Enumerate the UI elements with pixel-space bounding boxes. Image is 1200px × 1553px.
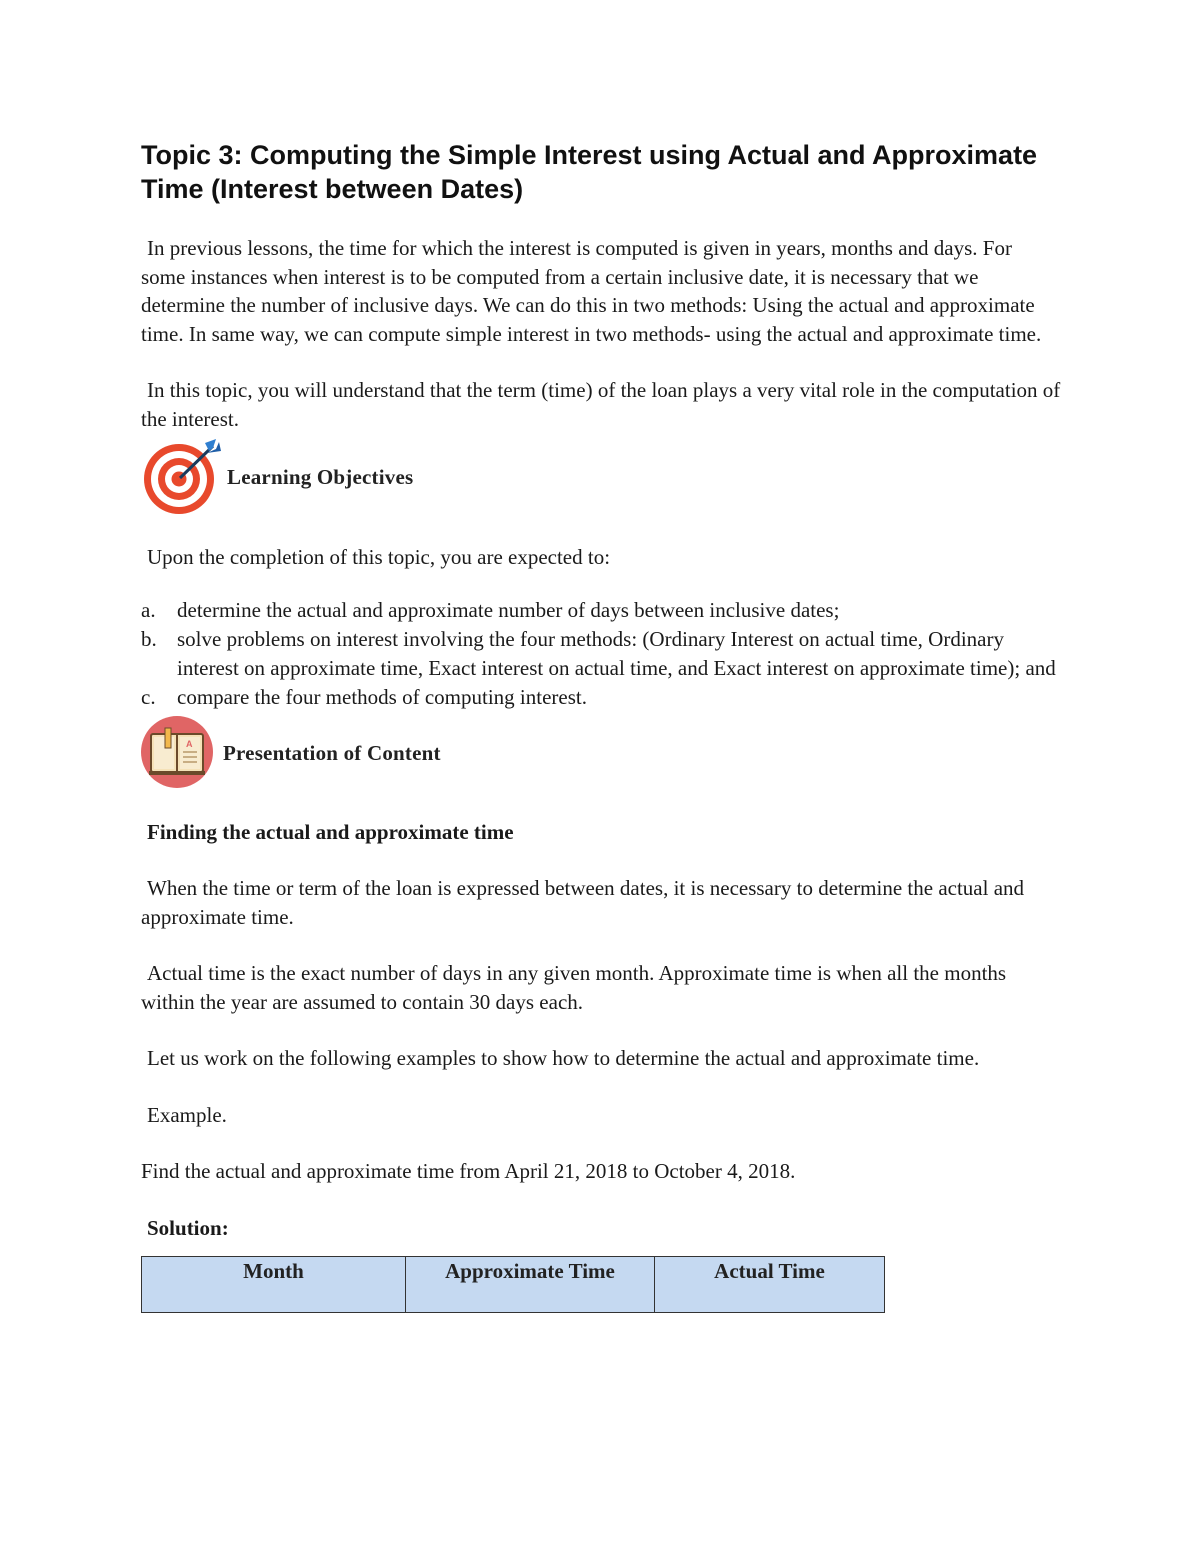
objectives-intro: Upon the completion of this topic, you are expected to:: [147, 545, 611, 569]
objectives-list: [141, 596, 1061, 712]
section-subheading: Finding the actual and approximate time: [147, 819, 514, 844]
svg-text:A: A: [186, 738, 193, 749]
list-marker: b.: [141, 627, 157, 651]
intro-paragraph-2: In this topic, you will understand that the term (time) of the loan plays a very vital role in the computation of the interest.: [141, 378, 1061, 431]
example-label: Example.: [147, 1102, 227, 1127]
content-paragraph-3: Let us work on the following examples to show how to determine the actual and approximate time.: [147, 1046, 980, 1070]
list-item-text: solve problems on interest involving the four methods: (Ordinary Interest on actual time, Ordinary interest on approximate time, Exact interest on actual time, and Exact interest on approximate time); and: [177, 627, 1056, 680]
learning-objectives-header: [143, 437, 1061, 517]
content-paragraph-1: When the time or term of the loan is expressed between dates, it is necessary to determine the actual and approximate time.: [141, 876, 1025, 929]
target-icon: [143, 437, 223, 517]
example-problem: Find the actual and approximate time from April 21, 2018 to October 4, 2018.: [141, 1159, 796, 1183]
list-marker: a.: [141, 597, 156, 622]
column-header-actual-time: Actual Time: [655, 1257, 885, 1313]
list-item: [141, 683, 1061, 712]
list-item-text: compare the four methods of computing interest.: [177, 685, 587, 709]
column-header-approximate-time: Approximate Time: [406, 1257, 655, 1313]
list-item: [141, 625, 1061, 682]
column-header-month: Month: [142, 1257, 406, 1313]
presentation-header: [139, 714, 1061, 794]
table-header-row: [142, 1257, 885, 1313]
list-item-text: determine the actual and approximate number of days between inclusive dates;: [177, 597, 840, 622]
learning-objectives-heading: Learning Objectives: [227, 464, 414, 489]
content-paragraph-2: Actual time is the exact number of days in any given month. Approximate time is when all the months within the year are assumed to contain 30 days each.: [141, 961, 1007, 1014]
topic-title: Topic 3: Computing the Simple Interest using Actual and Approximate Time (Interest between Dates): [141, 140, 1038, 204]
solution-table: [141, 1256, 885, 1313]
intro-paragraph-1: In previous lessons, the time for which the interest is computed is given in years, months and days. For some instances when interest is to be computed from a certain inclusive date, it is necessary that we determine the number of inclusive days. We can do this in two methods: Using the actual and approximate time. In same way, we can compute simple interest in two methods- using the actual and approximate time.: [141, 236, 1042, 346]
document-page: [141, 138, 1061, 1313]
solution-label: Solution:: [147, 1215, 229, 1240]
list-item: [141, 596, 1061, 625]
book-icon: [139, 714, 219, 794]
list-marker: c.: [141, 685, 156, 709]
presentation-heading: Presentation of Content: [223, 741, 441, 765]
